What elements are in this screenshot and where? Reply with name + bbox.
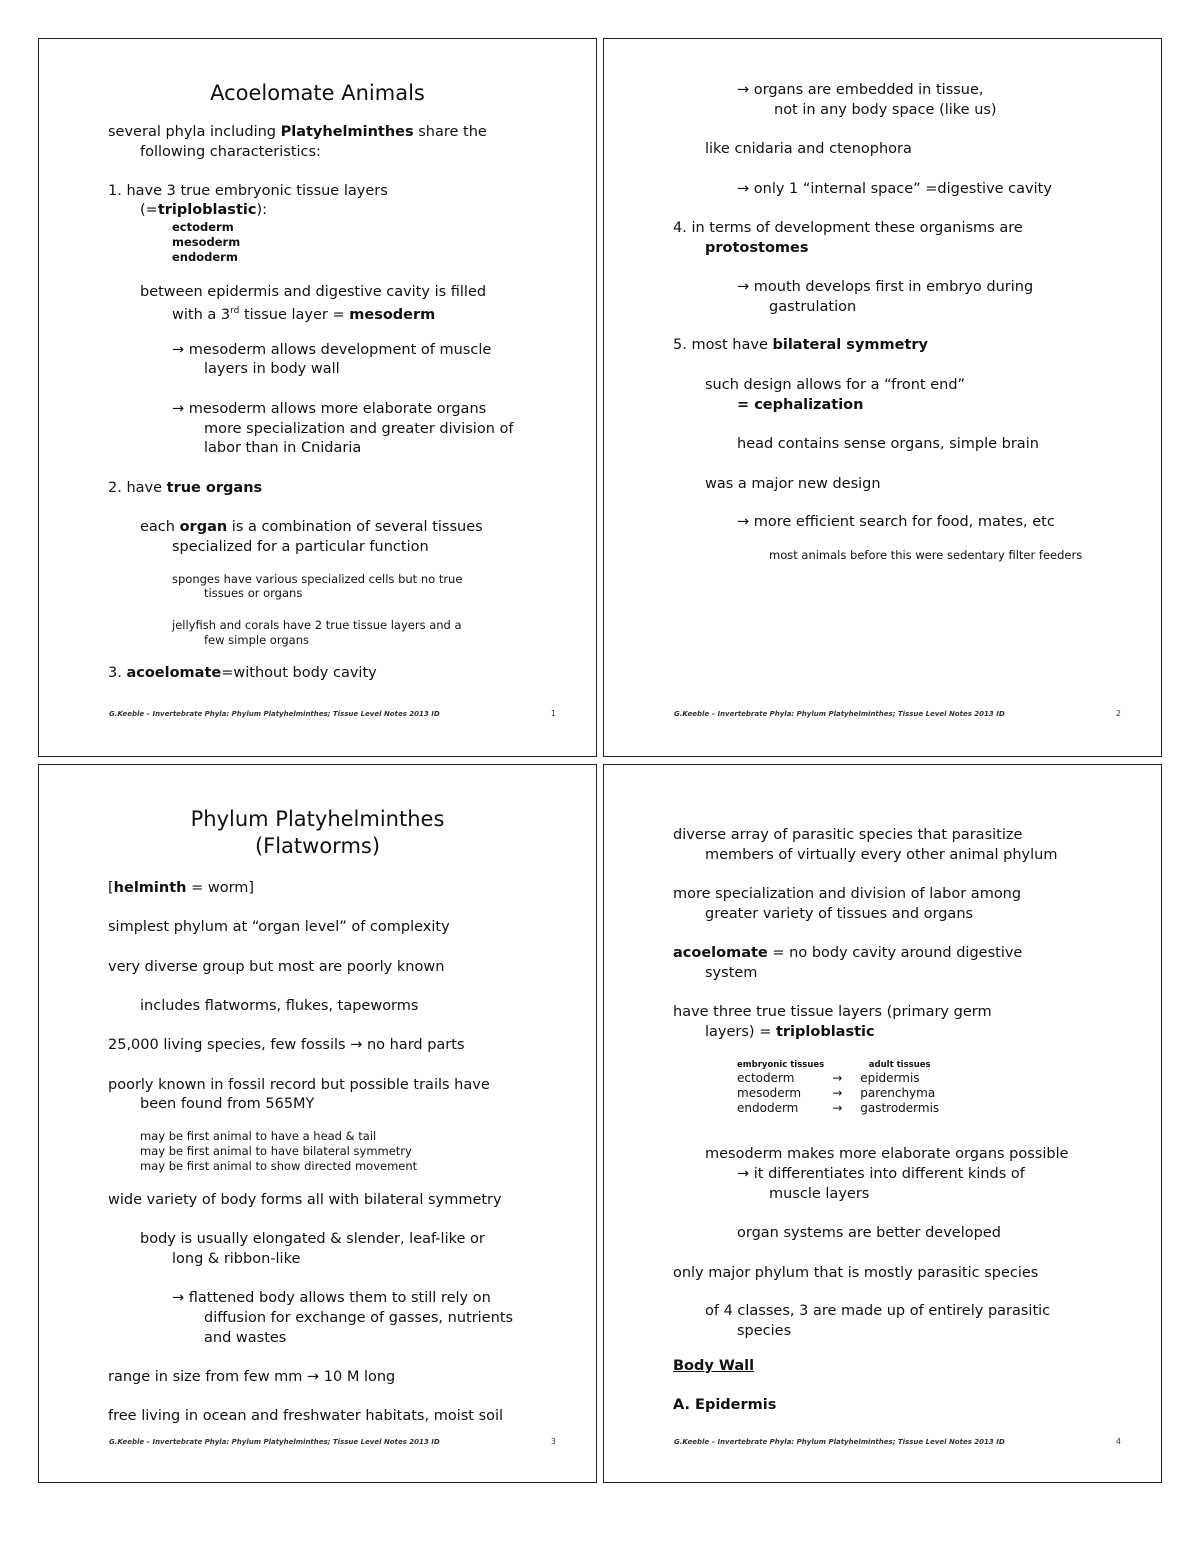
fossil-record-cont: been found from 565MY — [140, 1096, 315, 1112]
body-forms: wide variety of body forms all with bilateral symmetry — [108, 1192, 502, 1208]
slide-footer: G.Keeble – Invertebrate Phyla: Phylum Platyhelminthes; Tissue Level Notes 2013 ID — [674, 1438, 1005, 1446]
specialization-cont: greater variety of tissues and organs — [705, 906, 974, 922]
arrow-icon: → — [832, 1101, 843, 1115]
body-shape-cont: long & ribbon-like — [172, 1251, 301, 1267]
point-5: 5. most have bilateral symmetry — [673, 337, 928, 353]
habitats: free living in ocean and freshwater habitats, moist soil — [108, 1408, 504, 1424]
between-text: between epidermis and digestive cavity is filled — [140, 284, 487, 300]
layer-ectoderm: ectoderm — [172, 220, 234, 234]
point-1-cont: (=triploblastic): — [140, 202, 267, 218]
efficient-search: → more efficient search for food, mates, etc — [737, 514, 1055, 530]
flattened-body: → flattened body allows them to still rely on — [172, 1290, 491, 1306]
organ-systems: organ systems are better developed — [737, 1225, 1001, 1241]
slide-2 — [603, 38, 1162, 757]
gastrulation: gastrulation — [769, 299, 857, 315]
classes-cont: species — [737, 1323, 792, 1339]
page-number: 4 — [1115, 1437, 1121, 1446]
arrow-point-2: → mesoderm allows more elaborate organs — [172, 401, 487, 417]
body-shape: body is usually elongated & slender, leaf-like or — [140, 1231, 485, 1247]
head-contains: head contains sense organs, simple brain — [737, 436, 1039, 452]
like-cnidaria: like cnidaria and ctenophora — [705, 141, 912, 157]
body-wall-heading: Body Wall — [673, 1358, 755, 1374]
front-end: such design allows for a “front end” — [705, 377, 966, 393]
simplest-phylum: simplest phylum at “organ level” of complexity — [108, 919, 450, 935]
slide-footer: G.Keeble – Invertebrate Phyla: Phylum Platyhelminthes; Tissue Level Notes 2013 ID — [674, 710, 1005, 718]
intro-text: several phyla including Platyhelminthes share the — [108, 124, 487, 140]
first-animal-note: may be first animal to have a head & tail — [140, 1129, 377, 1143]
page-number: 1 — [550, 709, 556, 718]
acoelomate-def: acoelomate = no body cavity around digestive — [673, 945, 1023, 961]
fossil-record: poorly known in fossil record but possible trails have — [108, 1077, 490, 1093]
internal-space: → only 1 “internal space” =digestive cavity — [737, 181, 1052, 197]
point-4: 4. in terms of development these organisms are — [673, 220, 1023, 236]
tissue-layers: have three true tissue layers (primary germ — [673, 1004, 992, 1020]
jellyfish-note: jellyfish and corals have 2 true tissue layers and a — [172, 618, 462, 632]
slide-title: Acoelomate Animals — [210, 81, 425, 105]
organ-text-cont: specialized for a particular function — [172, 539, 429, 555]
layer-endoderm: endoderm — [172, 250, 238, 264]
table-row: mesoderm → parenchyma — [737, 1086, 936, 1100]
point-2: 2. have true organs — [108, 480, 263, 496]
includes-flatworms: includes flatworms, flukes, tapeworms — [140, 998, 419, 1014]
tissue-layers-cont: layers) = triploblastic — [705, 1024, 875, 1040]
helminth-def: [helminth = worm] — [108, 880, 255, 896]
epidermis-heading: A. Epidermis — [673, 1397, 777, 1413]
table-header-adult: adult tissues — [868, 1060, 931, 1070]
arrow-point-2-cont2: labor than in Cnidaria — [204, 440, 362, 456]
slide-4 — [603, 764, 1162, 1483]
first-animal-note: may be first animal to have bilateral symmetry — [140, 1144, 412, 1158]
classes: of 4 classes, 3 are made up of entirely parasitic — [705, 1303, 1051, 1319]
slide-3 — [38, 764, 597, 1483]
organs-embedded: → organs are embedded in tissue, — [737, 82, 984, 98]
flattened-body-cont: diffusion for exchange of gasses, nutrients — [204, 1310, 514, 1326]
arrow-point-2-cont: more specialization and greater division of — [204, 421, 514, 437]
arrow-point-1: → mesoderm allows development of muscle — [172, 342, 492, 358]
mesoderm-organs: mesoderm makes more elaborate organs possible — [705, 1146, 1069, 1162]
slide-subtitle: (Flatworms) — [254, 834, 381, 858]
diverse-group: very diverse group but most are poorly known — [108, 959, 445, 975]
page-number: 2 — [1115, 709, 1121, 718]
arrow-icon: → — [832, 1071, 843, 1085]
intro-text-cont: following characteristics: — [140, 144, 321, 160]
specialization: more specialization and division of labor among — [673, 886, 1022, 902]
cephalization: = cephalization — [737, 397, 864, 413]
sponges-note: sponges have various specialized cells but no true — [172, 572, 463, 586]
jellyfish-note-cont: few simple organs — [204, 633, 309, 647]
table-header-embryonic: embryonic tissues — [737, 1060, 825, 1070]
mesoderm-organs-cont2: muscle layers — [769, 1186, 870, 1202]
slide-footer: G.Keeble – Invertebrate Phyla: Phylum Platyhelminthes; Tissue Level Notes 2013 ID — [109, 1438, 440, 1446]
point-3: 3. acoelomate=without body cavity — [108, 665, 377, 681]
between-text-cont: with a 3rd tissue layer = mesoderm — [172, 306, 436, 323]
living-species: 25,000 living species, few fossils → no hard parts — [108, 1037, 465, 1053]
protostomes: protostomes — [705, 240, 809, 256]
sedentary-note: most animals before this were sedentary filter feeders — [769, 548, 1083, 562]
slide-title: Phylum Platyhelminthes — [190, 807, 445, 831]
parasitic-array: diverse array of parasitic species that parasitize — [673, 827, 1023, 843]
layer-mesoderm: mesoderm — [172, 235, 241, 249]
tissue-table — [737, 1060, 947, 1116]
flattened-body-cont2: and wastes — [204, 1330, 287, 1346]
acoelomate-def-cont: system — [705, 965, 758, 981]
size-range: range in size from few mm → 10 M long — [108, 1369, 396, 1385]
sponges-note-cont: tissues or organs — [204, 586, 303, 600]
organ-text: each organ is a combination of several tissues — [140, 519, 483, 535]
table-row: ectoderm → epidermis — [737, 1071, 920, 1085]
arrow-icon: → — [832, 1086, 843, 1100]
first-animal-note: may be first animal to show directed movement — [140, 1159, 418, 1173]
slide-1 — [38, 38, 597, 757]
table-row: endoderm → gastrodermis — [737, 1101, 940, 1115]
major-design: was a major new design — [705, 476, 881, 492]
mesoderm-organs-cont: → it differentiates into different kinds of — [737, 1166, 1025, 1182]
mostly-parasitic: only major phylum that is mostly parasitic species — [673, 1265, 1039, 1281]
slide-footer: G.Keeble – Invertebrate Phyla: Phylum Platyhelminthes; Tissue Level Notes 2013 ID — [109, 710, 440, 718]
point-1: 1. have 3 true embryonic tissue layers — [108, 183, 388, 199]
organs-embedded-cont: not in any body space (like us) — [774, 102, 997, 118]
arrow-point-1-cont: layers in body wall — [204, 361, 340, 377]
parasitic-array-cont: members of virtually every other animal phylum — [705, 847, 1058, 863]
mouth-develops: → mouth develops first in embryo during — [737, 279, 1034, 295]
page-number: 3 — [550, 1437, 556, 1446]
